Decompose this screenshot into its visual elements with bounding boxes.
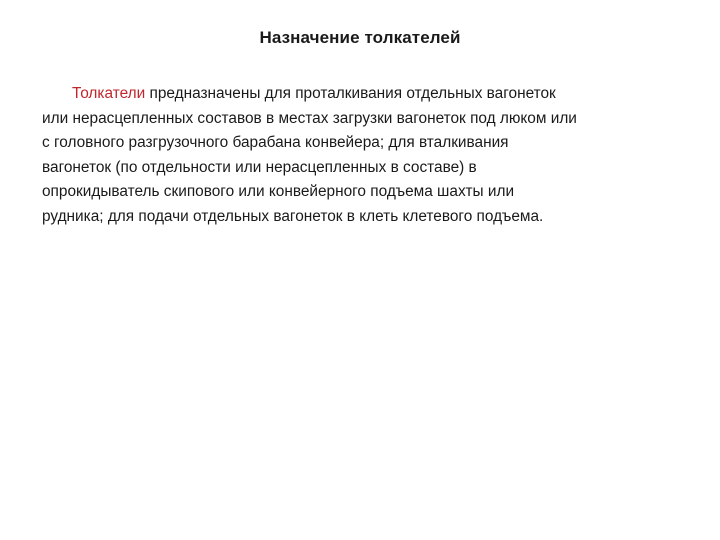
body-paragraph [42, 82, 692, 229]
paragraph-line-2: или нерасцепленных составов в местах загрузки вагонеток под люком или [42, 109, 577, 127]
paragraph-line-1 [42, 82, 692, 107]
paragraph-line-3: с головного разгрузочного барабана конвейера; для вталкивания [42, 134, 509, 151]
paragraph-line-5: опрокидыватель скипового или конвейерного подъема шахты или [42, 183, 515, 200]
paragraph-line-4: вагонеток (по отдельности или нерасцепленных в составе) в [42, 158, 477, 176]
keyword-highlight: Толкатели [72, 85, 146, 102]
slide-title: Назначение толкателей [259, 28, 461, 47]
paragraph-line-1-text: предназначены для проталкивания отдельных вагонеток [145, 85, 556, 102]
paragraph-line-6: рудника; для подачи отдельных вагонеток в клеть клетевого подъема. [42, 207, 544, 225]
